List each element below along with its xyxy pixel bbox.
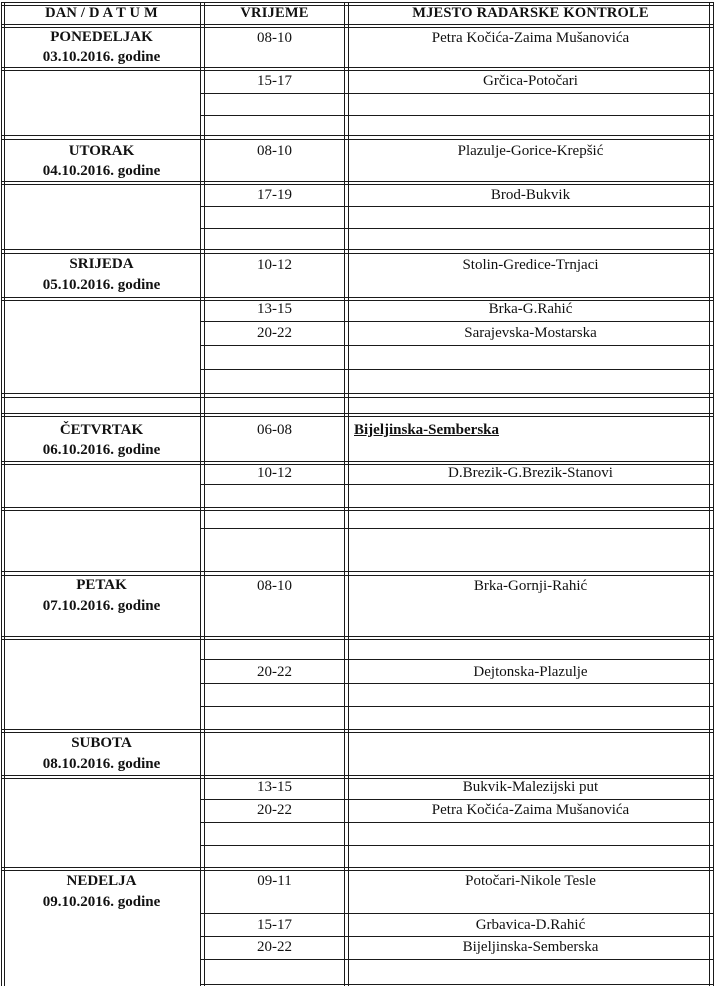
header-day-date: DAN / D A T U M [45,5,158,21]
table-rule [1,184,714,185]
entry-location: Stolin-Gredice-Trnjaci [462,257,599,273]
table-rule [200,683,714,684]
header-time: VRIJEME [240,5,309,21]
entry-time: 10-12 [257,257,292,273]
entry-location: Dejtonska-Plazulje [473,664,588,680]
entry-location: Brod-Bukvik [490,187,571,203]
entry-location: Grbavica-D.Rahić [475,917,586,933]
table-rule [1,510,714,511]
table-rule [200,321,714,322]
entry-location: Bukvik-Malezijski put [462,779,599,795]
entry-location: Petra Kočića-Zaima Mušanovića [431,802,630,818]
entry-time: 08-10 [257,143,292,159]
entry-location: D.Brezik-G.Brezik-Stanovi [448,465,613,481]
table-rule [1,253,714,254]
table-rule [1,393,714,394]
entry-location: Bijeljinska-Semberska [462,939,599,955]
entry-location: Grčica-Potočari [483,73,578,89]
entry-time: 20-22 [257,664,292,680]
table-rule [200,706,714,707]
table-rule [1,397,714,398]
day-date: 08.10.2016. godine [42,756,161,772]
entry-location: Brka-G.Rahić [488,301,573,317]
table-rule [200,206,714,207]
table-rule [1,413,714,414]
entry-location: Potočari-Nikole Tesle [465,873,596,889]
entry-location: Sarajevska-Mostarska [464,325,597,341]
table-rule [200,984,714,985]
entry-time: 09-11 [257,873,292,889]
day-date: 09.10.2016. godine [42,894,161,910]
table-rule [1,729,714,730]
entry-time: 15-17 [257,917,292,933]
table-rule [1,732,714,733]
day-name: ČETVRTAK [59,422,144,438]
table-rule [1,24,714,25]
table-rule [200,659,714,660]
entry-location: Plazulje-Gorice-Krepšić [457,143,604,159]
table-rule [200,115,714,116]
table-rule [1,135,714,136]
table-rule [1,636,714,637]
day-name: PONEDELJAK [50,29,153,45]
entry-time: 13-15 [257,779,292,795]
table-rule [1,461,714,462]
table-rule [1,867,714,868]
table-rule [1,2,714,3]
entry-time: 20-22 [257,939,292,955]
day-date: 04.10.2016. godine [42,163,161,179]
entry-location: Brka-Gornji-Rahić [473,578,588,594]
day-date: 03.10.2016. godine [42,49,161,65]
table-rule [200,484,714,485]
entry-time: 17-19 [257,187,292,203]
entry-location: Petra Kočića-Zaima Mušanovića [431,30,630,46]
table-rule [1,639,714,640]
table-rule [200,936,714,937]
entry-time: 08-10 [257,578,292,594]
table-rule [1,139,714,140]
table-rule [200,845,714,846]
day-date: 07.10.2016. godine [42,598,161,614]
table-rule [1,67,714,68]
day-date: 05.10.2016. godine [42,277,161,293]
day-name: PETAK [76,577,127,593]
entry-time: 20-22 [257,325,292,341]
entry-time: 20-22 [257,802,292,818]
table-rule [1,416,714,417]
table-rule [200,528,714,529]
table-rule [200,913,714,914]
table-rule [1,507,714,508]
entry-time: 08-10 [257,30,292,46]
entry-time: 06-08 [257,422,292,438]
table-rule [200,345,714,346]
day-name: SUBOTA [71,735,132,751]
table-rule [200,228,714,229]
header-location: MJESTO RADARSKE KONTROLE [412,5,649,21]
day-date: 06.10.2016. godine [42,442,161,458]
table-rule [200,822,714,823]
table-rule [1,870,714,871]
day-name: NEDELJA [66,873,137,889]
day-name: SRIJEDA [69,256,134,272]
table-rule [200,959,714,960]
table-rule [1,181,714,182]
entry-time: 10-12 [257,465,292,481]
table-rule [200,369,714,370]
table-rule [1,571,714,572]
day-name: UTORAK [68,143,135,159]
table-rule [200,93,714,94]
table-rule [1,70,714,71]
entry-time: 15-17 [257,73,292,89]
table-rule [200,799,714,800]
entry-time: 13-15 [257,301,292,317]
table-rule [1,297,714,298]
table-rule [1,249,714,250]
entry-location: Bijeljinska-Semberska [354,422,500,438]
table-rule [1,775,714,776]
